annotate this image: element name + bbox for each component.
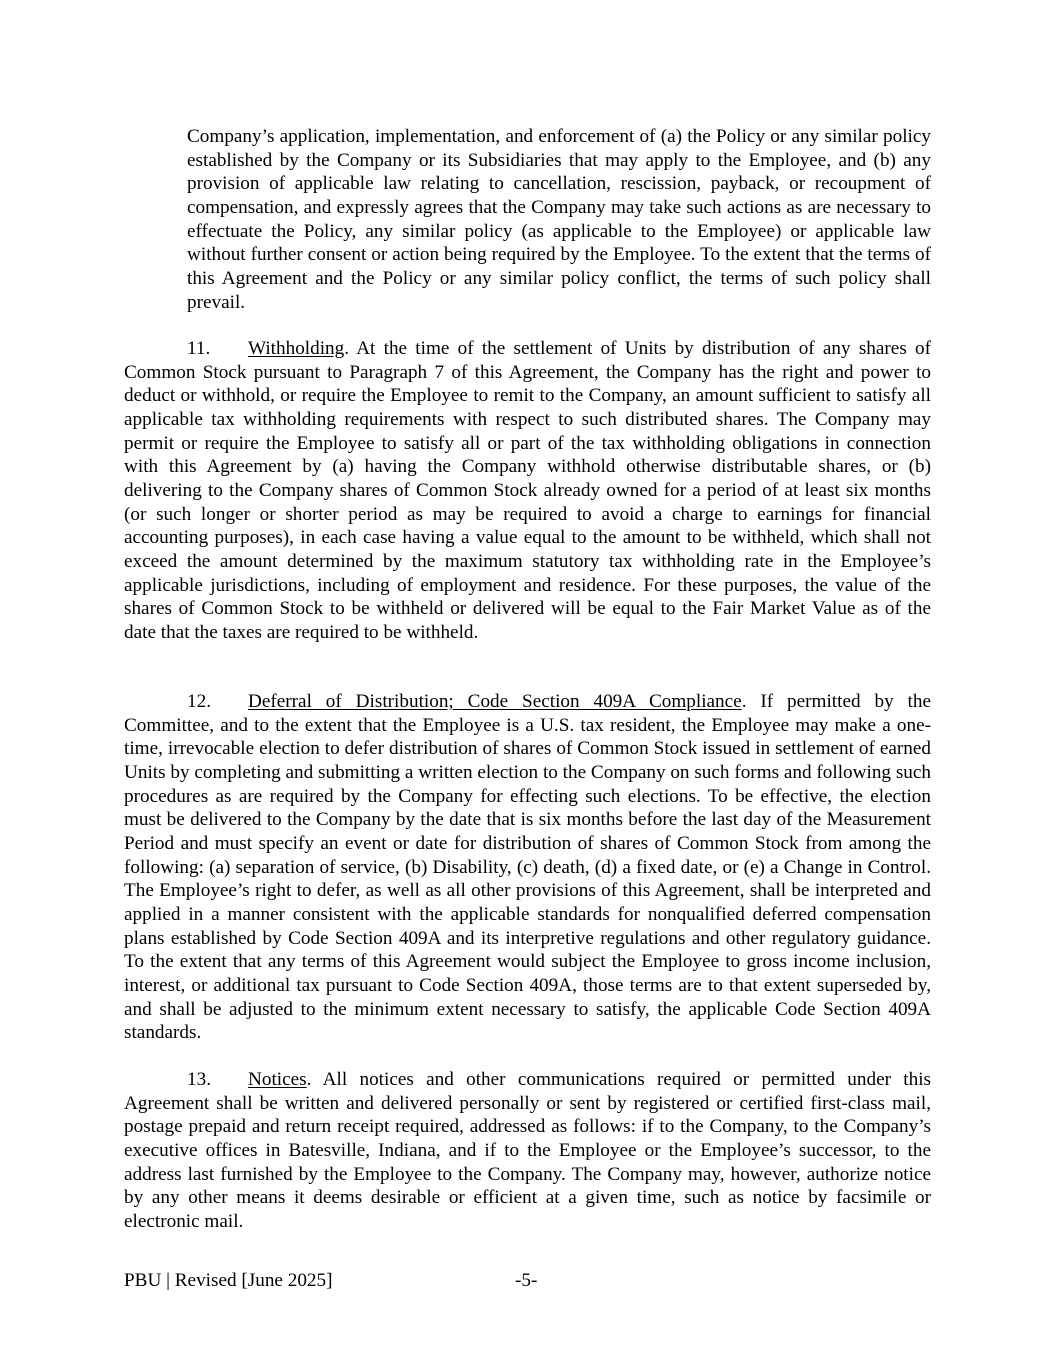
section-number: 13. [187,1069,211,1090]
section-number: 11. [187,338,211,359]
section-11-paragraph [124,337,931,645]
section-body: . If permitted by the Committee, and to the extent that the Employee is a U.S. tax resident, the Employee may make a one-time, irrevocable election to defer distribution of shares of Common Stock issued in settlement of earned Units by completing and submitting a written election to the Company on such forms and following such procedures as are required by the Company for effecting such elections. To be effective, the election must be delivered to the Company by the date that is six months before the last day of the Measurement Period and must specify an event or date for distribution of shares of Common Stock from among the following: (a) separation of service, (b) Disability, (c) death, (d) a fixed date, or (e) a Change in Control. The Employee’s right to defer, as well as all other provisions of this Agreement, shall be interpreted and applied in a manner consistent with the applicable standards for nonqualified deferred compensation plans established by Code Section 409A and its interpretive regulations and other regulatory guidance. To the extent that any terms of this Agreement would subject the Employee to gross income inclusion, interest, or additional tax pursuant to Code Section 409A, those terms are to that extent superseded by, and shall be adjusted to the minimum extent necessary to satisfy, the applicable Code Section 409A standards. [124,691,932,1044]
section-heading-notices: Notices [248,1069,307,1090]
section-12-paragraph [124,690,931,1045]
section-13-paragraph [124,1068,931,1234]
section-heading-deferral: Deferral of Distribution; Code Section 409A Compliance [248,691,742,712]
section-body: . All notices and other communications required or permitted under this Agreement shall be written and delivered personally or sent by registered or certified first-class mail, postage prepaid and return receipt required, addressed as follows: if to the Company, to the Company’s executive offices in Batesville, Indiana, and if to the Employee or the Employee’s successor, to the address last furnished by the Employee to the Company. The Company may, however, authorize notice by any other means it deems desirable or efficient at a given time, such as notice by facsimile or electronic mail. [124,1069,931,1232]
section-heading-withholding: Withholding [248,338,345,359]
footer-page-number: -5- [515,1270,538,1291]
carry-over-paragraph: Company’s application, implementation, and enforcement of (a) the Policy or any similar policy established by the Company or its Subsidiaries that may apply to the Employee, and (b) any provision of applicable law relating to cancellation, rescission, payback, or recoupment of compensation, and expressly agrees that the Company may take such actions as are necessary to effectuate the Policy, any similar policy (as applicable to the Employee) or applicable law without further consent or action being required by the Employee. To the extent that the terms of this Agreement and the Policy or any similar policy conflict, the terms of such policy shall prevail. [187,126,931,313]
section-body: . At the time of the settlement of Units by distribution of any shares of Common Stock pursuant to Paragraph 7 of this Agreement, the Company has the right and power to deduct or withhold, or require the Employee to remit to the Company, an amount sufficient to satisfy all applicable tax withholding requirements with respect to such distributed shares. The Company may permit or require the Employee to satisfy all or part of the tax withholding obligations in connection with this Agreement by (a) having the Company withhold otherwise distributable shares, or (b) delivering to the Company shares of Common Stock already owned for a period of at least six months (or such longer or shorter period as may be required to avoid a charge to earnings for financial accounting purposes), in each case having a value equal to the amount to be withheld, which shall not exceed the amount determined by the maximum statutory tax withholding rate in the Employee’s applicable jurisdictions, including of employment and residence. For these purposes, the value of the shares of Common Stock to be withheld or delivered will be equal to the Fair Market Value as of the date that the taxes are required to be withheld. [124,338,931,643]
footer-revision-label: PBU | Revised [June 2025] [124,1270,333,1291]
section-number: 12. [187,691,211,712]
